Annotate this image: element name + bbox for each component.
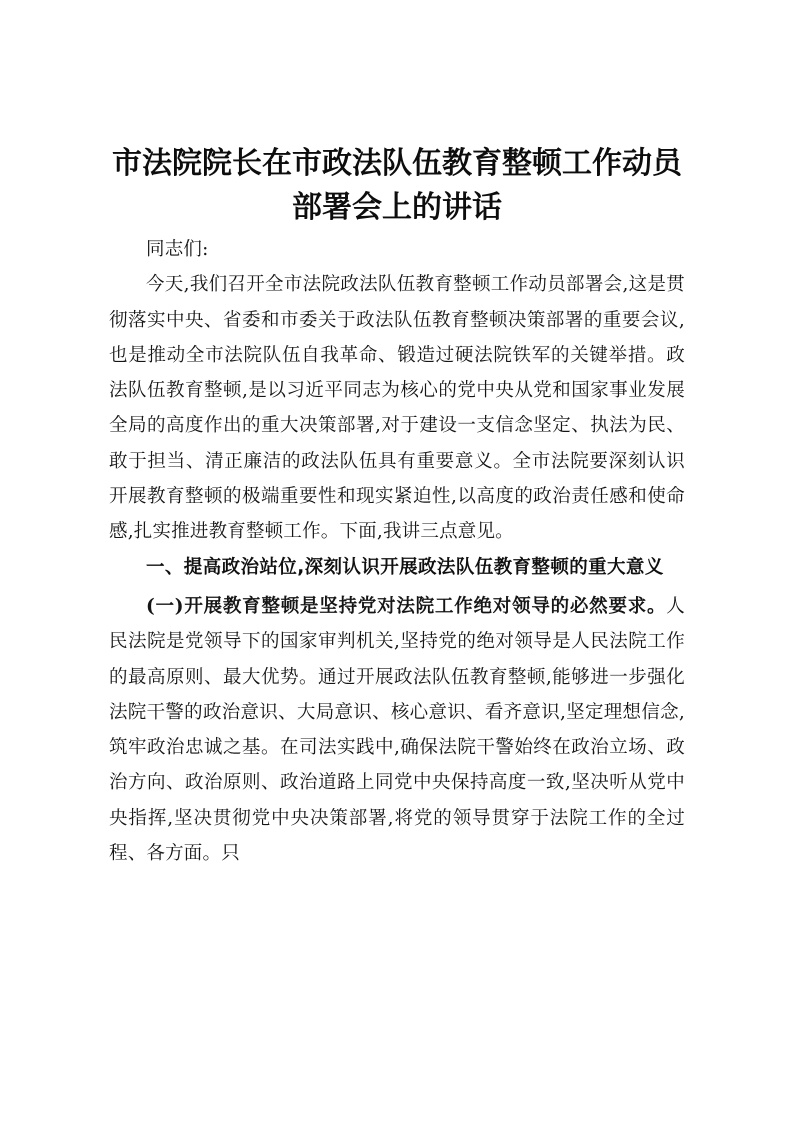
document-body [109, 142, 685, 871]
subsection-paragraph-1 [109, 589, 685, 871]
subsection-body-1: 人民法院是党领导下的国家审判机关,坚持党的绝对领导是人民法院工作的最高原则、最大优势。通过开展政法队伍教育整顿,能够进一步强化法院干警的政治意识、大局意识、核心意识、看齐意识,坚定理想信念,筑牢政治忠诚之基。在司法实践中,确保法院干警始终在政治立场、政治方向、政治原则、政治道路上同党中央保持高度一致,坚决听从党中央指挥,坚决贯彻党中央决策部署,将党的领导贯穿于法院工作的全过程、各方面。只 [109, 595, 685, 865]
document-title: 市法院院长在市政法队伍教育整顿工作动员部署会上的讲话 [112, 146, 682, 225]
intro-paragraph: 今天,我们召开全市法院政法队伍教育整顿工作动员部署会,这是贯彻落实中央、省委和市委关于政法队伍教育整顿决策部署的重要会议,也是推动全市法院队伍自我革命、锻造过硬法院铁军的关键举措。政法队伍教育整顿,是以习近平同志为核心的党中央从党和国家事业发展全局的高度作出的重大决策部署,对于建设一支信念坚定、执法为民、敢于担当、清正廉洁的政法队伍具有重要意义。全市法院要深刻认识开展教育整顿的极端重要性和现实紧迫性,以高度的政治责任感和使命感,扎实推进教育整顿工作。下面,我讲三点意见。 [109, 274, 685, 543]
salutation: 同志们: [146, 239, 209, 260]
subsection-lead-1: (一)开展教育整顿是坚持党对法院工作绝对领导的必然要求。 [146, 595, 667, 617]
section-heading-1: 一、提高政治站位,深刻认识开展政法队伍教育整顿的重大意义 [146, 556, 664, 578]
